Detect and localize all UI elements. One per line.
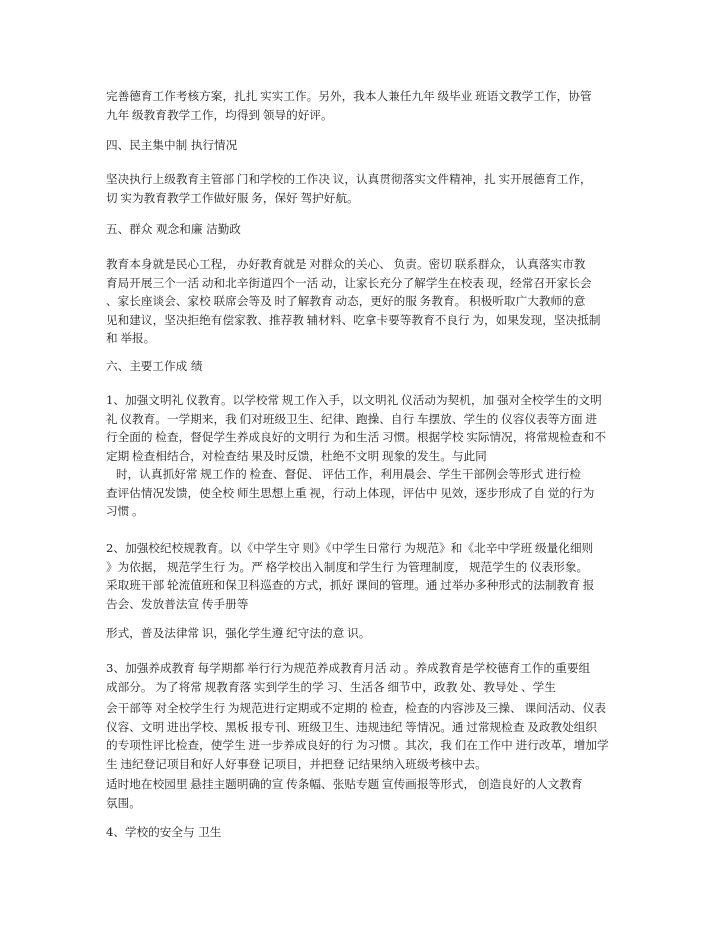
text-line: 的专项性评比检查，使学生 进一步养成良好的行 为习惯 。其次，我 们在工作中 进行改革，增加学: [106, 738, 609, 752]
text-line: 见和建议，坚决拒绝有偿家教、推荐教 辅材料、吃拿卡要等教育不良行 为，如果发现，坚决抵制: [106, 312, 601, 327]
item3-paragraph-continued: [106, 699, 609, 773]
section-heading: 六、主要工作成 绩: [106, 359, 203, 373]
section-paragraph: [106, 170, 592, 207]
text-line: 行全面的 检查，督促学生养成良好的文明行 为和生活 习惯。根据学校 实际情况，将常规检查和不: [106, 430, 606, 444]
section-heading: 四、民主集中制 执行情况: [106, 138, 238, 152]
text-line: 会干部等 对全校学生行 为规范进行定期或不定期的 检查，检查的内容涉及三操、 课间活动、仪表: [106, 701, 606, 715]
text-line: 、家长座谈会、家校 联席会等及 时了解教育 动态，更好的服 务教育。 积极听取广大教师的意: [106, 294, 586, 308]
text-line: 仪容、文明 进出学校、黑板 报专刊、班级卫生、违规违纪 等情况。通 过常规检查 及政教处组织: [106, 719, 598, 734]
section-paragraph: [106, 255, 601, 348]
text-line: 教育本身就是民心工程， 办好教育就是 对群众的关心、 负责。密切 联系群众， 认真落实市教: [106, 257, 586, 271]
item2-paragraph-continued: [106, 624, 370, 643]
intro-paragraph: [106, 87, 592, 124]
item1-paragraph: [106, 391, 606, 521]
text-line: 定期 检查相结合，对检查结 果及时反馈，杜绝不文明 现象的发生。与此同: [106, 448, 487, 463]
text-line: 2、加强校纪校规教育。以《中学生守 则》《中学生日常行 为规范》和《北辛中学班 级量化细则: [106, 541, 594, 555]
text-line: 育局开展三个一活 动和北辛街道四个一活 动，让家长充分了解学生在校表 现，经常召开家长会: [106, 275, 592, 290]
text-line: 和 举报。: [106, 331, 156, 345]
text-line: 告会、发放普法宣 传手册等: [106, 596, 249, 611]
item4-heading: 4、学校的安全与 卫生: [106, 825, 222, 839]
text-line: 切 实为教育教学工作做好服 务，保好 驾护好航。: [106, 190, 359, 205]
text-line: 九年 级教育教学工作，均得到 领导的好评。: [106, 107, 333, 122]
text-line: 1、加强文明礼 仪教育。以学校常 规工作入手，以文明礼 仪活动为契机，加 强对全校学生的文明: [106, 393, 602, 407]
text-line: 采取班干部 轮流值班和保卫科巡查的方式，抓好 课间的管理。通 过举办多种形式的法制教育 报: [106, 578, 595, 592]
text-line: 查评估情况发馈，使全校 师生思想上重 视，行动上体现，评估中 见效，逐步形成了自 觉的行为: [106, 485, 595, 500]
text-line: 》为依据， 规范学生行 为。严 格学校出入制度和学生行 为管理制度， 规范学生的 仪表形象。: [106, 559, 589, 574]
text-line: 完善德育工作考核方案，扎扎 实实工作。另外，我本人兼任九年 级毕业 班语文教学工作，协管: [106, 89, 592, 103]
item2-paragraph: [106, 539, 594, 613]
text-line: 成部分。 为了将常 规教育落 实到学生的学 习、生活各 细节中，政教 处、教导处 、学生: [106, 679, 556, 694]
text-line: 形式，普及法律常 识，强化学生遵 纪守法的意 识。: [106, 626, 371, 640]
text-line: 生 违纪登记项目和好人好事登 记项目，并把登 记结果纳入班级考核中去。: [106, 756, 487, 771]
item3-paragraph-final: [106, 775, 583, 812]
text-line: 3、加强养成教育 每学期都 举行行为规范养成教育月活 动 。养成教育是学校德育工作的重要组: [106, 661, 591, 675]
section-heading: 五、群众 观念和廉 洁勤政: [106, 222, 241, 236]
item3-paragraph: [106, 659, 590, 696]
text-line: 氛围。: [106, 795, 141, 810]
text-line: 习惯 。: [106, 504, 144, 518]
text-line: 时，认真抓好常 规工作的 检查、督促、 评估工作，利用晨会、学生干部例会等形式 进行检: [116, 467, 582, 481]
text-line: 礼 仪教育。一学期来，我 们对班级卫生、纪律、跑操、自行 车摆放、学生的 仪容仪表等方面 进: [106, 411, 598, 426]
text-line: 适时地在校园里 悬挂主题明确的宣 传条幅、张贴专题 宣传画报等形式， 创造良好的人文教育: [106, 777, 583, 791]
text-line: 坚决执行上级教育主管部 门和学校的工作决 议，认真贯彻落实文件精神，扎 实开展德育工作，: [106, 172, 592, 186]
